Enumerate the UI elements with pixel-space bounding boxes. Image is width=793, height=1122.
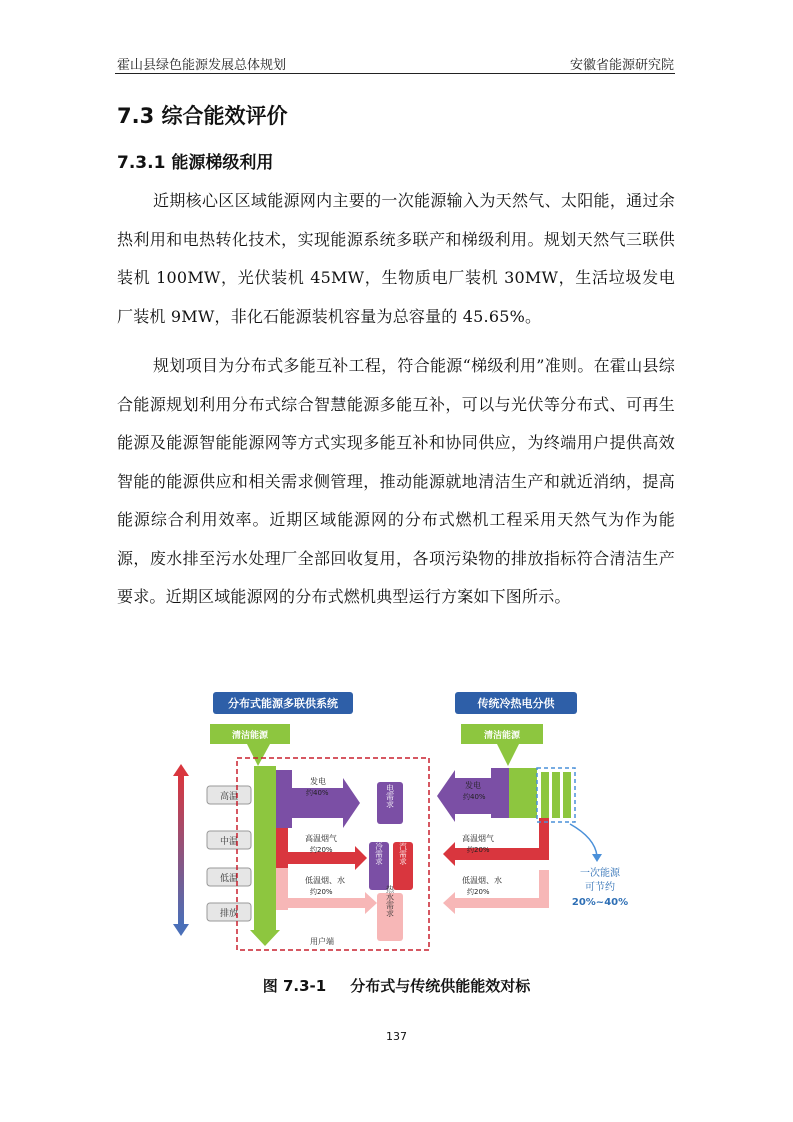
temp-level-low (207, 868, 251, 886)
left-low-gas-arrow (276, 868, 377, 914)
svg-text:发电: 发电 (465, 781, 481, 790)
cooling-demand-box (369, 834, 389, 890)
svg-text:中温: 中温 (219, 837, 239, 847)
svg-text:高温烟气: 高温烟气 (305, 834, 337, 843)
right-clean-energy-label: 清洁能源 (483, 731, 521, 741)
steam-demand-box (393, 834, 413, 890)
paragraph-1: 近期核心区区域能源网内主要的一次能源输入为天然气、太阳能，通过余热利用和电热转化技术，实现能源系统多联产和梯级利用。规划天然气三联供装机 100MW，光伏装机 45MW，生物质电厂装机 30MW，生活垃圾发电厂装机 9MW，非化石能源装机容量为总容量的 45.65%。 (117, 191, 675, 326)
svg-text:可节约: 可节约 (585, 882, 615, 893)
electric-demand-box (377, 782, 403, 824)
header-rule (115, 73, 675, 74)
user-end-label: 用户端 (310, 937, 334, 946)
svg-text:约40%: 约40% (306, 789, 329, 797)
svg-text:20%~40%: 20%~40% (571, 897, 629, 908)
left-clean-energy-label: 清洁能源 (231, 731, 269, 741)
svg-text:约20%: 约20% (310, 888, 333, 896)
section-title: 7.3 综合能效评价 (117, 104, 288, 128)
demand-hotwater-text: 热水需求 (385, 885, 395, 917)
svg-text:低温烟、水: 低温烟、水 (305, 876, 345, 885)
header-left-text: 霍山县绿色能源发展总体规划 (117, 58, 287, 73)
svg-text:约20%: 约20% (467, 846, 490, 854)
saving-pointer (570, 824, 597, 856)
svg-text:发电: 发电 (310, 777, 326, 786)
temperature-scale (173, 764, 189, 936)
hot-water-demand-box (377, 884, 403, 941)
saving-note (572, 866, 628, 908)
left-green-trunk (250, 766, 280, 946)
demand-elec-text: 电需求 (385, 784, 395, 808)
temp-level-exhaust (207, 903, 251, 921)
svg-text:约20%: 约20% (467, 888, 490, 896)
svg-text:排放: 排放 (219, 909, 239, 919)
left-title-text: 分布式能源多联供系统 (228, 697, 338, 710)
svg-text:低温烟、水: 低温烟、水 (462, 876, 502, 885)
temp-level-medium (207, 831, 251, 849)
figure-caption (0, 975, 793, 996)
temp-level-high (207, 786, 251, 804)
svg-text:一次能源: 一次能源 (580, 868, 620, 879)
header-right-text: 安徽省能源研究院 (569, 58, 674, 73)
left-generation-arrow (276, 770, 360, 828)
paragraph-2: 规划项目为分布式多能互补工程，符合能源“梯级利用”准则。在霍山县综合能源规划利用分布式综合智慧能源多能互补，可以与光伏等分布式、可再生能源及能源智能能源网等方式实现多能互补和协同供应，为终端用户提供高效智能的能源供应和相关需求侧管理，推动能源就地清洁生产和就近消纳，提高能源综合利用效率。近期区域能源网的分布式燃机工程采用天然气为作为能源，废水排至污水处理厂全部回收复用，各项污染物的排放指标符合清洁生产要求。近期区域能源网的分布式燃机典型运行方案如下图所示。 (117, 356, 675, 606)
right-low-gas-arrow (443, 870, 549, 914)
svg-text:低温: 低温 (219, 874, 239, 884)
left-clean-energy-arrow (210, 724, 290, 766)
subsection-title: 7.3.1 能源梯级利用 (117, 153, 274, 173)
energy-comparison-figure (155, 688, 655, 960)
demand-steam-text: 蒸汽需求 (398, 835, 408, 865)
right-title-box (455, 692, 577, 714)
svg-text:高温: 高温 (219, 792, 239, 802)
page-header (117, 54, 674, 74)
right-clean-energy-arrow (461, 724, 543, 766)
svg-text:约40%: 约40% (463, 793, 486, 801)
caption-text: 分布式与传统供能能效对标 (350, 977, 531, 995)
right-title-text: 传统冷热电分供 (477, 697, 555, 710)
left-hot-gas-arrow (276, 828, 367, 870)
right-gen-arrow (437, 768, 537, 822)
saved-energy-bars (537, 768, 575, 822)
caption-number: 图 7.3-1 (262, 977, 327, 995)
left-title-box (213, 692, 353, 714)
svg-text:高温烟气: 高温烟气 (462, 834, 494, 843)
svg-text:约20%: 约20% (310, 846, 333, 854)
demand-cool-text: 制冷需求 (374, 835, 384, 865)
page-number: 137 (386, 1030, 407, 1043)
right-hot-gas-arrow (443, 818, 549, 866)
